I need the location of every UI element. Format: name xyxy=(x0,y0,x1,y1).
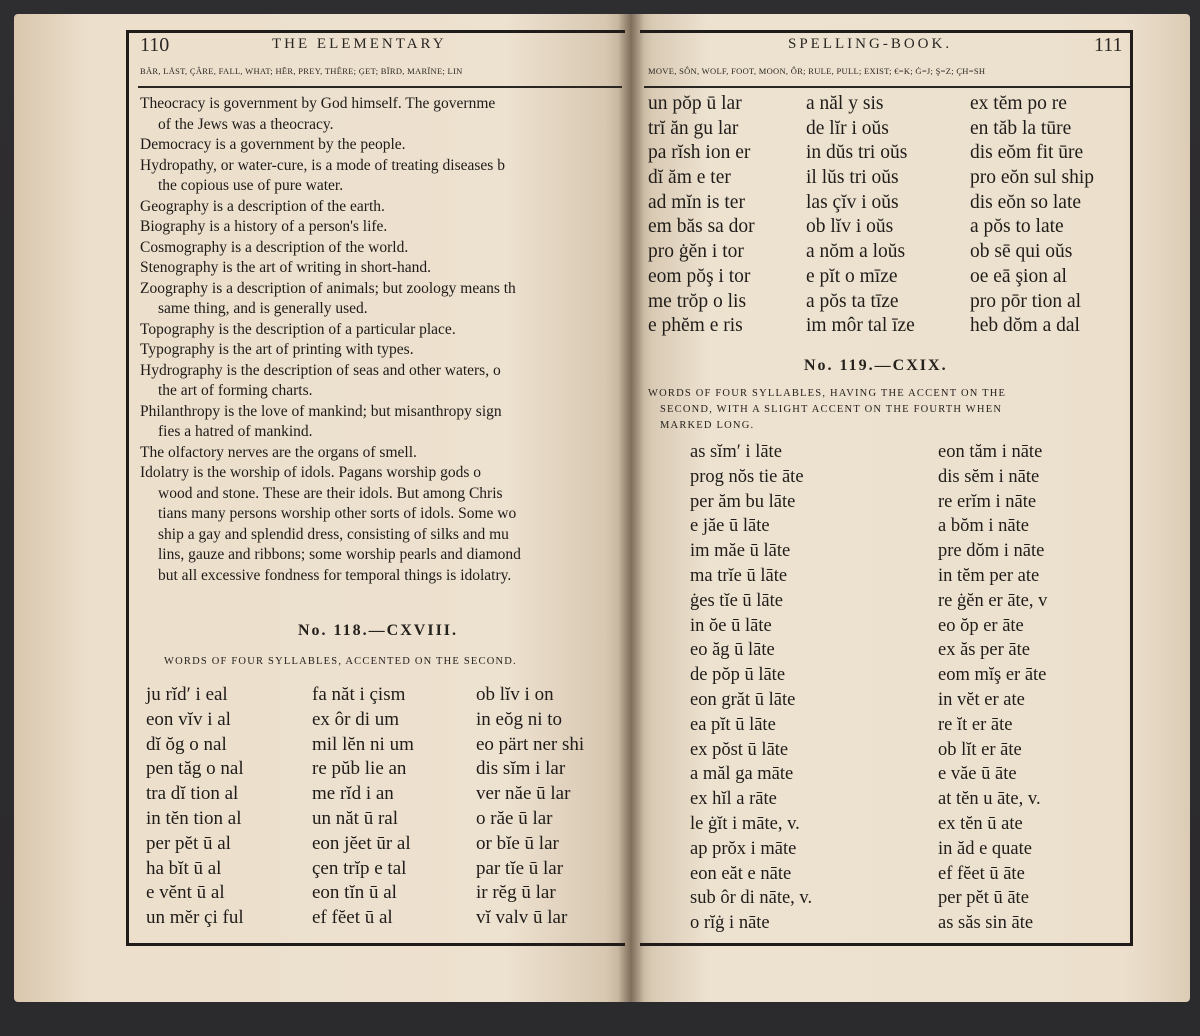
word-entry: eon grăt ū lāte xyxy=(690,689,796,710)
section-119-heading: No. 119.—CXIX. xyxy=(804,357,948,374)
word-entry: ma trĭe ū lāte xyxy=(690,565,788,586)
word-entry: a năl y sis xyxy=(806,93,884,114)
word-entry: dis sĭm i lar xyxy=(476,758,566,780)
word-entry: o rĭġ i nāte xyxy=(690,913,770,934)
section-119-column-1 xyxy=(690,440,812,936)
word-entry: eo pärt ner shi xyxy=(476,733,585,755)
word-entry: e vĕnt ū al xyxy=(146,882,225,904)
word-entry: re ĭt er āte xyxy=(938,714,1013,735)
word-entry: en tăb la tūre xyxy=(970,117,1072,139)
word-entry: ob lĭt er āte xyxy=(938,739,1022,760)
paragraph-line: Idolatry is the worship of idols. Pagans worship gods o xyxy=(140,464,481,481)
section-118-subheading: WORDS OF FOUR SYLLABLES, ACCENTED ON THE SECOND. xyxy=(164,656,517,667)
word-entry: ob lĭv i on xyxy=(476,684,554,705)
word-entry: in eŏg ni to xyxy=(476,708,563,730)
paragraph-line: wood and stone. These are their idols. But among Chris xyxy=(158,484,503,502)
word-entry: eon jĕet ūr al xyxy=(312,832,411,854)
word-entry: a bŏm i nāte xyxy=(938,516,1029,537)
word-entry: a pŏs to late xyxy=(970,216,1064,238)
paragraph-line: Theocracy is government by God himself. The governme xyxy=(140,95,496,112)
word-entry: dis eŏn so late xyxy=(970,191,1082,213)
word-entry: ex hĭl a rāte xyxy=(690,789,777,810)
word-entry: in dŭs tri oŭs xyxy=(806,142,908,164)
word-entry: eo ăg ū lāte xyxy=(690,640,775,661)
paragraph-line: Hydrography is the description of seas and other waters, o xyxy=(140,361,501,379)
word-entry: ob sē qui oŭs xyxy=(970,241,1073,263)
word-entry: ex pŏst ū lāte xyxy=(690,739,789,760)
word-entry: im măe ū lāte xyxy=(690,541,791,562)
word-entry: in vĕt er ate xyxy=(938,689,1025,710)
paragraph-line: tians many persons worship other sorts of idols. Some wo xyxy=(158,505,517,522)
word-entry: in ŏe ū lāte xyxy=(690,615,772,636)
word-entry: par tĭe ū lar xyxy=(476,857,564,879)
word-entry: de lĭr i oŭs xyxy=(806,117,889,139)
word-entry: in tĕm per ate xyxy=(938,565,1040,586)
word-entry: ex tĕm po re xyxy=(970,93,1067,114)
word-entry: il lŭs tri oŭs xyxy=(806,167,899,189)
word-entry: eon tăm i nāte xyxy=(938,442,1043,462)
word-entry: eom mĭş er āte xyxy=(938,665,1047,686)
word-entry: eon vĭv i al xyxy=(146,708,231,730)
section-118-column-2 xyxy=(312,683,414,931)
section-118-column-3 xyxy=(476,683,618,931)
right-pronunciation-key: MOVE, SÔN, WOLF, FOOT, MOON, ÔR; RULE, PULL; EXIST; €=K; Ġ=J; Ş=Z; ÇH=SH xyxy=(648,66,986,76)
section-119-column-2 xyxy=(938,440,1047,936)
word-entry: e văe ū āte xyxy=(938,764,1017,785)
word-entry: eon eăt e nāte xyxy=(690,863,792,884)
paragraph-line: the copious use of pure water. xyxy=(158,177,344,194)
word-entry: pen tăg o nal xyxy=(146,758,244,780)
word-entry: sub ôr di nāte, v. xyxy=(690,888,813,909)
paragraph-line: Stenography is the art of writing in short-hand. xyxy=(140,259,432,276)
paragraph-line: the art of forming charts. xyxy=(158,382,313,399)
word-entry: oe eā şion al xyxy=(970,265,1067,287)
word-entry: ha bĭt ū al xyxy=(146,857,222,879)
paragraph-line: fies a hatred of mankind. xyxy=(158,423,313,440)
left-pronunciation-key: BÄR, LÅST, ÇÂRE, FALL, WHAT; HẼR, PREY, THÊRE; ĢET; BÏRD, MARÏNE; LIN xyxy=(140,66,463,76)
word-entry: ef fĕet ū al xyxy=(312,907,393,929)
word-entry: e jăe ū lāte xyxy=(690,516,770,537)
word-entry: me trŏp o lis xyxy=(648,290,747,312)
word-entry: ir rĕg ū lar xyxy=(476,882,556,904)
word-entry: un pŏp ū lar xyxy=(648,93,742,114)
section-119-subheading-line-2: SECOND, WITH A SLIGHT ACCENT ON THE FOURTH WHEN xyxy=(660,404,1003,415)
word-entry: ġes tĭe ū lāte xyxy=(690,590,783,611)
word-entry: ob lĭv i oŭs xyxy=(806,216,894,238)
word-entry: me rĭd i an xyxy=(312,783,394,805)
word-entry: ef fĕet ū āte xyxy=(938,863,1025,884)
paragraph-line: Democracy is a government by the people. xyxy=(140,136,406,153)
paragraph-line: Biography is a history of a person's life. xyxy=(140,218,388,235)
word-entry: em băs sa dor xyxy=(648,216,755,238)
word-entry: ex tĕn ū ate xyxy=(938,813,1023,834)
word-entry: le ġĭt i māte, v. xyxy=(690,813,800,834)
word-entry: ex ăs per āte xyxy=(938,640,1030,661)
definitions-text xyxy=(140,94,618,586)
word-entry: as săs sin āte xyxy=(938,913,1034,934)
word-entry: per ăm bu lāte xyxy=(690,491,796,512)
word-entry: dĭ ăm e ter xyxy=(648,167,731,189)
word-entry: çen trĭp e tal xyxy=(312,857,407,879)
word-entry: ju rĭd′ i eal xyxy=(146,684,228,705)
word-entry: un mĕr çi ful xyxy=(146,907,244,929)
paragraph-line: The olfactory nerves are the organs of smell. xyxy=(140,443,417,461)
paragraph-line: Typography is the art of printing with types. xyxy=(140,341,414,358)
word-entry: vĭ valv ū lar xyxy=(476,907,568,929)
paragraph-line: Philanthropy is the love of mankind; but misanthropy sign xyxy=(140,402,502,420)
word-entry: ex ôr di um xyxy=(312,708,400,730)
paragraph-line: Cosmography is a description of the world. xyxy=(140,238,409,256)
word-entry: de pŏp ū lāte xyxy=(690,665,786,686)
paragraph-line: of the Jews was a theocracy. xyxy=(158,115,334,133)
right-running-head: SPELLING-BOOK. xyxy=(788,36,953,52)
word-entry: mil lĕn ni um xyxy=(312,733,414,755)
word-entry: pa rĭsh ion er xyxy=(648,142,751,164)
paragraph-line: Geography is a description of the earth. xyxy=(140,197,385,215)
word-entry: prog nŏs tie āte xyxy=(690,466,804,487)
word-entry: a nŏm a loŭs xyxy=(806,241,906,263)
word-entry: as sĭm′ i lāte xyxy=(690,442,782,462)
word-entry: fa năt i çism xyxy=(312,684,406,705)
word-entry: eon tĭn ū al xyxy=(312,882,397,904)
paragraph-line: Zoography is a description of animals; but zoology means th xyxy=(140,279,516,297)
section-119-subheading-line-3: MARKED LONG. xyxy=(660,420,755,431)
word-entry: a măl ga māte xyxy=(690,764,794,785)
word-entry: dis sĕm i nāte xyxy=(938,466,1040,487)
continued-words-column-3 xyxy=(970,92,1094,339)
word-entry: per pĕt ū āte xyxy=(938,888,1029,909)
word-entry: re ġĕn er āte, v xyxy=(938,590,1048,611)
word-entry: ap prŏx i māte xyxy=(690,838,797,859)
paragraph-line: Topography is the description of a particular place. xyxy=(140,320,456,338)
word-entry: las çĭv i oŭs xyxy=(806,191,899,213)
word-entry: trĭ ăn gu lar xyxy=(648,117,739,139)
word-entry: tra dĭ tion al xyxy=(146,783,239,805)
word-entry: un năt ū ral xyxy=(312,807,399,829)
paragraph-line: ship a gay and splendid dress, consisting of silks and mu xyxy=(158,525,509,543)
paragraph-line: Hydropathy, or water-cure, is a mode of treating diseases b xyxy=(140,156,505,174)
section-119-subheading-line-1: WORDS OF FOUR SYLLABLES, HAVING THE ACCENT ON THE xyxy=(648,388,1007,399)
word-entry: ver năe ū lar xyxy=(476,783,571,805)
left-header-rule xyxy=(138,86,622,88)
word-entry: ea pĭt ū lāte xyxy=(690,714,776,735)
paragraph-line: but all excessive fondness for temporal things is idolatry. xyxy=(158,566,512,584)
word-entry: per pĕt ū al xyxy=(146,832,231,854)
word-entry: pro pōr tion al xyxy=(970,290,1082,312)
word-entry: pre dŏm i nāte xyxy=(938,541,1045,562)
section-118-heading: No. 118.—CXVIII. xyxy=(298,622,459,639)
word-entry: heb dŏm a dal xyxy=(970,315,1080,337)
word-entry: dĭ ŏg o nal xyxy=(146,733,227,755)
left-running-head: THE ELEMENTARY xyxy=(272,36,447,52)
word-entry: re pŭb lie an xyxy=(312,758,407,780)
right-page-number: 111 xyxy=(1094,34,1123,56)
left-page-number: 110 xyxy=(140,34,170,56)
word-entry: ad mĭn is ter xyxy=(648,191,745,213)
word-entry: in tĕn tion al xyxy=(146,807,242,829)
word-entry: im môr tal īze xyxy=(806,315,915,337)
section-118-column-1 xyxy=(146,683,244,931)
word-entry: a pŏs ta tīze xyxy=(806,290,899,312)
word-entry: at tĕn u āte, v. xyxy=(938,789,1041,810)
word-entry: eo ŏp er āte xyxy=(938,615,1024,636)
word-entry: e pĭt o mīze xyxy=(806,265,898,287)
paragraph-line: lins, gauze and ribbons; some worship pearls and diamond xyxy=(158,546,521,563)
word-entry: pro eŏn sul ship xyxy=(970,167,1095,189)
word-entry: pro ġĕn i tor xyxy=(648,241,744,263)
word-entry: o răe ū lar xyxy=(476,807,553,829)
word-entry: eom pŏş i tor xyxy=(648,265,751,287)
word-entry: e phĕm e ris xyxy=(648,315,743,337)
continued-words-column-2 xyxy=(806,92,915,339)
right-header-rule xyxy=(644,86,1130,88)
word-entry: re erĭm i nāte xyxy=(938,491,1037,512)
paragraph-line: same thing, and is generally used. xyxy=(158,300,368,317)
word-entry: or bĭe ū lar xyxy=(476,832,559,854)
word-entry: in ăd e quate xyxy=(938,838,1032,859)
continued-words-column-1 xyxy=(648,92,798,339)
word-entry: dis eŏm fit ūre xyxy=(970,142,1084,164)
